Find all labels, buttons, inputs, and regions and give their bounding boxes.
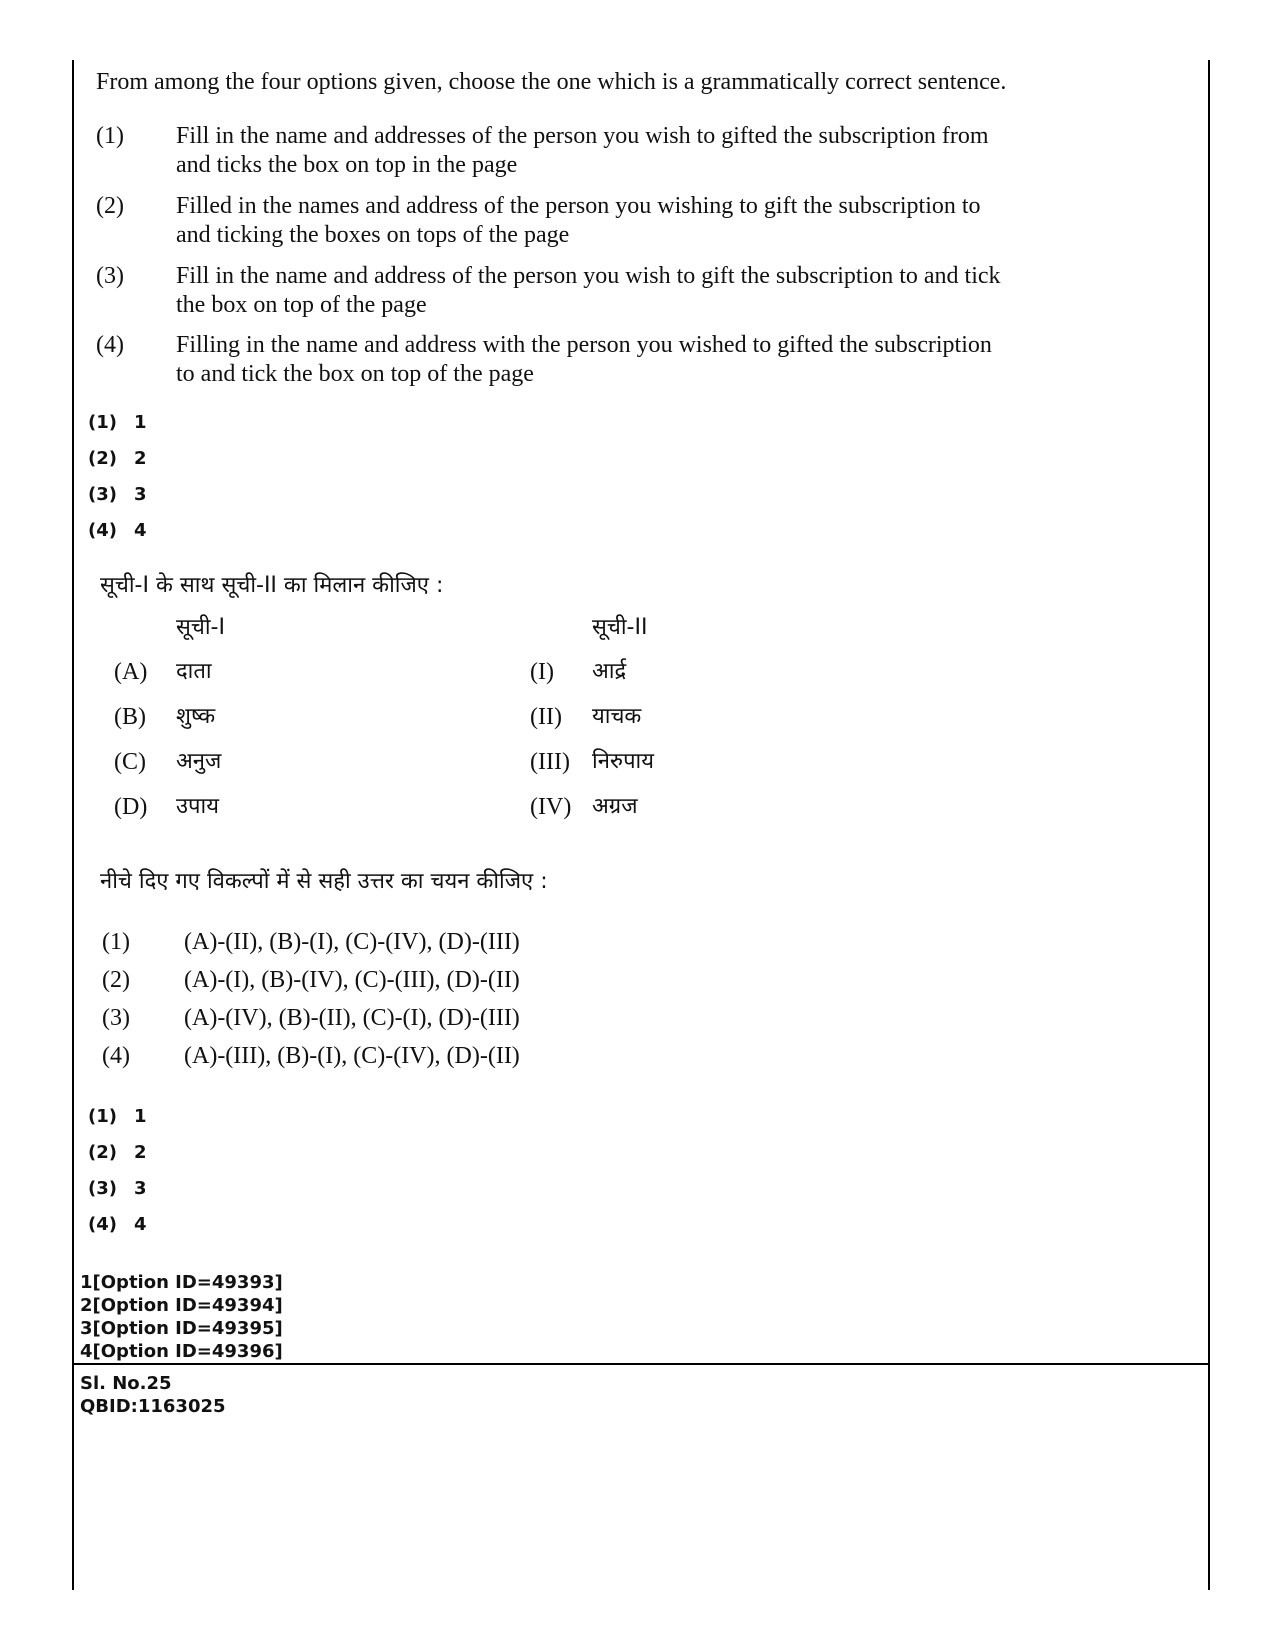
list2-item-label: (III) <box>530 749 570 775</box>
q1-option-text <box>176 122 1154 180</box>
question-separator-line <box>72 1363 1210 1365</box>
list2-item-text: याचक <box>592 704 642 729</box>
question-bank-id: QBID:1163025 <box>80 1396 226 1417</box>
list2-item-text: अग्रज <box>592 794 638 819</box>
list2-header: सूची-II <box>592 615 648 640</box>
right-border-line <box>1208 60 1210 1590</box>
list1-item-text: अनुज <box>176 749 222 774</box>
list1-item-label: (A) <box>114 659 148 685</box>
q1-option-line: Fill in the name and addresses of the person you wish to gifted the subscription from <box>176 123 989 149</box>
question2-instruction: नीचे दिए गए विकल्पों में से सही उत्तर का चयन कीजिए : <box>100 869 548 894</box>
list2-item-label: (I) <box>530 659 554 685</box>
list1-header: सूची-I <box>176 615 225 640</box>
answer-number: (3) <box>88 484 117 505</box>
list2-item-label: (II) <box>530 704 562 730</box>
q1-option-text <box>176 192 1154 250</box>
q1-answer-option[interactable] <box>88 484 147 506</box>
q2-answer-option[interactable] <box>88 1106 147 1128</box>
q1-option-line: and ticks the box on top in the page <box>176 152 518 178</box>
answer-value: 3 <box>134 1178 147 1199</box>
q1-answer-option[interactable] <box>88 520 147 542</box>
answer-value: 1 <box>134 412 147 433</box>
serial-number: Sl. No.25 <box>80 1373 172 1394</box>
q1-option-line: and ticking the boxes on tops of the page <box>176 222 570 248</box>
question2-stem: सूची-I के साथ सूची-II का मिलान कीजिए : <box>100 573 444 598</box>
q1-option-number: (4) <box>96 332 124 358</box>
q2-answer-option[interactable] <box>88 1178 147 1200</box>
answer-value: 3 <box>134 484 147 505</box>
answer-value: 1 <box>134 1106 147 1127</box>
q1-option-text <box>176 262 1154 320</box>
q2-choice-number: (2) <box>102 967 130 993</box>
answer-number: (4) <box>88 520 117 541</box>
answer-number: (2) <box>88 448 117 469</box>
list1-item-label: (D) <box>114 794 148 820</box>
q2-answer-option[interactable] <box>88 1214 147 1236</box>
list1-item-label: (C) <box>114 749 146 775</box>
q1-answer-option[interactable] <box>88 448 147 470</box>
q1-option-number: (1) <box>96 123 124 149</box>
q2-answer-option[interactable] <box>88 1142 147 1164</box>
answer-number: (2) <box>88 1142 117 1163</box>
answer-number: (4) <box>88 1214 117 1235</box>
answer-number: (1) <box>88 412 117 433</box>
q1-option-number: (3) <box>96 263 124 289</box>
option-id-4: 4[Option ID=49396] <box>80 1341 283 1362</box>
q1-answer-option[interactable] <box>88 412 147 434</box>
q2-choice-text: (A)-(II), (B)-(I), (C)-(IV), (D)-(III) <box>184 929 520 955</box>
q2-choice-number: (4) <box>102 1043 130 1069</box>
q1-option-text <box>176 331 1154 389</box>
list1-item-text: उपाय <box>176 794 220 819</box>
q2-choice-text: (A)-(I), (B)-(IV), (C)-(III), (D)-(II) <box>184 967 520 993</box>
answer-value: 4 <box>134 520 147 541</box>
option-id-3: 3[Option ID=49395] <box>80 1318 283 1339</box>
list1-item-text: शुष्क <box>176 704 216 729</box>
q1-option-line: Fill in the name and address of the person you wish to gift the subscription to and tick <box>176 263 1001 289</box>
list2-item-label: (IV) <box>530 794 572 820</box>
q1-option-line: Filling in the name and address with the person you wished to gifted the subscription <box>176 332 992 358</box>
list1-item-text: दाता <box>176 659 212 684</box>
option-id-2: 2[Option ID=49394] <box>80 1295 283 1316</box>
q1-option-line: to and tick the box on top of the page <box>176 361 534 387</box>
answer-value: 2 <box>134 1142 147 1163</box>
list1-item-label: (B) <box>114 704 146 730</box>
option-id-1: 1[Option ID=49393] <box>80 1272 283 1293</box>
question1-stem: From among the four options given, choose the one which is a grammatically correct sentence. <box>96 69 1007 95</box>
answer-number: (3) <box>88 1178 117 1199</box>
q2-choice-text: (A)-(IV), (B)-(II), (C)-(I), (D)-(III) <box>184 1005 520 1031</box>
q1-option-line: Filled in the names and address of the person you wishing to gift the subscription to <box>176 193 981 219</box>
list2-item-text: निरुपाय <box>592 749 655 774</box>
q1-option-line: the box on top of the page <box>176 292 427 318</box>
q2-choice-number: (1) <box>102 929 130 955</box>
answer-value: 4 <box>134 1214 147 1235</box>
left-border-line <box>72 60 74 1590</box>
q1-option-number: (2) <box>96 193 124 219</box>
q2-choice-number: (3) <box>102 1005 130 1031</box>
list2-item-text: आर्द्र <box>592 659 627 684</box>
answer-number: (1) <box>88 1106 117 1127</box>
answer-value: 2 <box>134 448 147 469</box>
q2-choice-text: (A)-(III), (B)-(I), (C)-(IV), (D)-(II) <box>184 1043 520 1069</box>
